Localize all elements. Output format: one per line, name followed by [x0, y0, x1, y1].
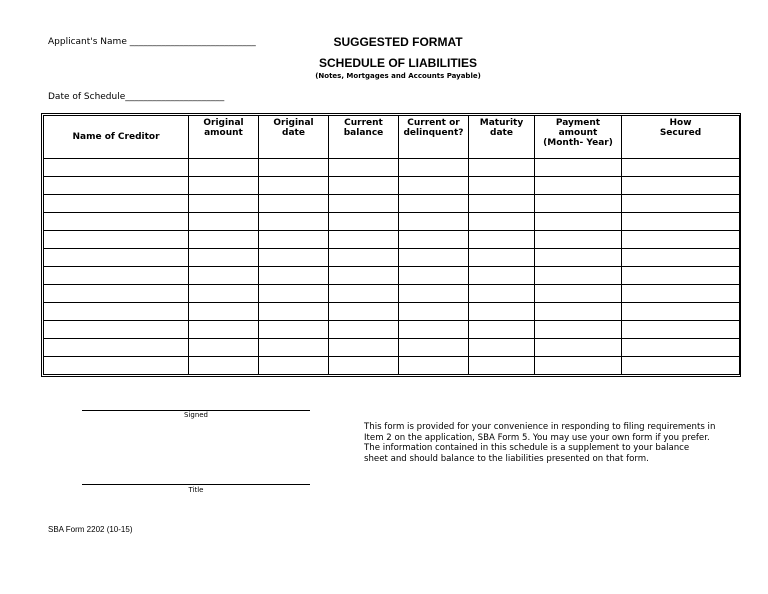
liabilities-table [43, 115, 740, 375]
table-cell[interactable] [329, 285, 399, 303]
schedule-title: SCHEDULE OF LIABILITIES [318, 56, 477, 70]
table-cell[interactable] [189, 195, 259, 213]
table-cell[interactable] [259, 231, 329, 249]
col-original-date: Original date [259, 116, 329, 159]
table-cell[interactable] [44, 213, 189, 231]
table-cell[interactable] [329, 267, 399, 285]
table-cell[interactable] [399, 303, 469, 321]
table-cell[interactable] [399, 321, 469, 339]
table-cell[interactable] [469, 177, 535, 195]
table-cell[interactable] [189, 339, 259, 357]
date-of-schedule-field [48, 92, 224, 102]
title-line[interactable] [82, 484, 310, 485]
table-row [44, 213, 740, 231]
table-cell[interactable] [329, 357, 399, 375]
table-row [44, 249, 740, 267]
table-cell[interactable] [259, 339, 329, 357]
table-cell[interactable] [259, 249, 329, 267]
table-row [44, 177, 740, 195]
table-cell[interactable] [329, 177, 399, 195]
table-cell[interactable] [44, 357, 189, 375]
table-cell[interactable] [259, 159, 329, 177]
table-cell[interactable] [399, 357, 469, 375]
table-cell[interactable] [535, 159, 622, 177]
table-cell[interactable] [535, 321, 622, 339]
col-original-amount: Original amount [189, 116, 259, 159]
table-cell[interactable] [259, 303, 329, 321]
table-cell[interactable] [259, 195, 329, 213]
table-cell[interactable] [535, 231, 622, 249]
table-cell[interactable] [399, 213, 469, 231]
table-body [44, 159, 740, 375]
table-cell[interactable] [44, 249, 189, 267]
table-cell[interactable] [329, 339, 399, 357]
table-cell[interactable] [329, 249, 399, 267]
applicant-name-field [48, 37, 256, 47]
table-cell[interactable] [399, 339, 469, 357]
table-row [44, 267, 740, 285]
table-row [44, 159, 740, 177]
col-how-secured: How Secured [622, 116, 740, 159]
table-cell[interactable] [469, 213, 535, 231]
table-cell[interactable] [535, 303, 622, 321]
table-cell[interactable] [189, 231, 259, 249]
table-cell[interactable] [44, 339, 189, 357]
table-cell[interactable] [622, 195, 740, 213]
table-cell[interactable] [189, 159, 259, 177]
table-header-row [44, 116, 740, 159]
table-cell[interactable] [535, 357, 622, 375]
note-line: Item 2 on the application, SBA Form 5. You may use your own form if you prefer. [364, 432, 710, 443]
table-cell[interactable] [535, 249, 622, 267]
table-cell[interactable] [399, 195, 469, 213]
table-row [44, 339, 740, 357]
table-cell[interactable] [469, 303, 535, 321]
table-cell[interactable] [44, 177, 189, 195]
table-cell[interactable] [399, 249, 469, 267]
table-cell[interactable] [622, 303, 740, 321]
table-cell[interactable] [189, 321, 259, 339]
form-title: SUGGESTED FORMAT [333, 35, 463, 49]
col-current-or-delinquent: Current or delinquent? [399, 116, 469, 159]
table-row [44, 195, 740, 213]
instructions-note [364, 422, 736, 464]
table-cell[interactable] [189, 285, 259, 303]
table-cell[interactable] [469, 321, 535, 339]
table-cell[interactable] [535, 285, 622, 303]
table-cell[interactable] [622, 249, 740, 267]
col-maturity-date: Maturity date [469, 116, 535, 159]
note-line: sheet and should balance to the liabilities presented on that form. [364, 453, 649, 464]
table-cell[interactable] [399, 267, 469, 285]
table-cell[interactable] [189, 177, 259, 195]
table-cell[interactable] [622, 177, 740, 195]
note-line: The information contained in this schedule is a supplement to your balance [364, 443, 690, 453]
table-cell[interactable] [329, 231, 399, 249]
table-row [44, 321, 740, 339]
table-cell[interactable] [189, 303, 259, 321]
table-cell[interactable] [44, 267, 189, 285]
table-cell[interactable] [189, 357, 259, 375]
schedule-subtitle: (Notes, Mortgages and Accounts Payable) [315, 72, 481, 80]
table-cell[interactable] [399, 231, 469, 249]
table-cell[interactable] [622, 285, 740, 303]
table-cell[interactable] [259, 177, 329, 195]
table-cell[interactable] [44, 195, 189, 213]
table-cell[interactable] [399, 159, 469, 177]
table-cell[interactable] [259, 267, 329, 285]
table-cell[interactable] [535, 213, 622, 231]
table-cell[interactable] [622, 231, 740, 249]
table-cell[interactable] [469, 339, 535, 357]
table-cell[interactable] [622, 267, 740, 285]
table-cell[interactable] [469, 195, 535, 213]
table-row [44, 285, 740, 303]
title-label: Title [188, 486, 204, 494]
table-row [44, 357, 740, 375]
table-cell[interactable] [44, 321, 189, 339]
table-cell[interactable] [189, 213, 259, 231]
table-cell[interactable] [259, 321, 329, 339]
table-cell[interactable] [329, 303, 399, 321]
table-cell[interactable] [189, 267, 259, 285]
table-cell[interactable] [329, 159, 399, 177]
table-cell[interactable] [622, 321, 740, 339]
table-cell[interactable] [44, 159, 189, 177]
table-cell[interactable] [329, 213, 399, 231]
table-cell[interactable] [622, 159, 740, 177]
table-cell[interactable] [44, 303, 189, 321]
col-current-balance: Current balance [329, 116, 399, 159]
table-cell[interactable] [399, 177, 469, 195]
applicant-name-label: Applicant's Name [48, 37, 127, 47]
table-cell[interactable] [469, 231, 535, 249]
date-of-schedule-label: Date of Schedule [48, 92, 126, 102]
table-cell[interactable] [329, 321, 399, 339]
table-cell[interactable] [622, 213, 740, 231]
table-cell[interactable] [44, 231, 189, 249]
table-cell[interactable] [469, 285, 535, 303]
form-id: SBA Form 2202 (10-15) [48, 525, 133, 534]
signed-label: Signed [183, 411, 209, 419]
table-cell[interactable] [469, 357, 535, 375]
table-cell[interactable] [535, 195, 622, 213]
table-cell[interactable] [259, 213, 329, 231]
col-payment-amount: Payment amount (Month- Year) [535, 116, 622, 159]
applicant-name-blank[interactable]: ____________________________ [129, 37, 256, 47]
table-cell[interactable] [469, 267, 535, 285]
table-row [44, 303, 740, 321]
table-cell[interactable] [44, 285, 189, 303]
table-cell[interactable] [535, 267, 622, 285]
liabilities-table-frame [41, 113, 741, 377]
table-cell[interactable] [259, 285, 329, 303]
table-cell[interactable] [535, 177, 622, 195]
table-cell[interactable] [329, 195, 399, 213]
table-cell[interactable] [622, 339, 740, 357]
table-cell[interactable] [189, 249, 259, 267]
table-cell[interactable] [259, 357, 329, 375]
table-cell[interactable] [535, 339, 622, 357]
table-row [44, 231, 740, 249]
table-cell[interactable] [622, 357, 740, 375]
col-name-of-creditor: Name of Creditor [44, 116, 189, 159]
date-of-schedule-blank[interactable]: ______________________ [125, 92, 225, 102]
table-cell[interactable] [469, 249, 535, 267]
table-cell[interactable] [399, 285, 469, 303]
table-cell[interactable] [469, 159, 535, 177]
note-line: This form is provided for your convenience in responding to filing requirements in [364, 422, 716, 432]
